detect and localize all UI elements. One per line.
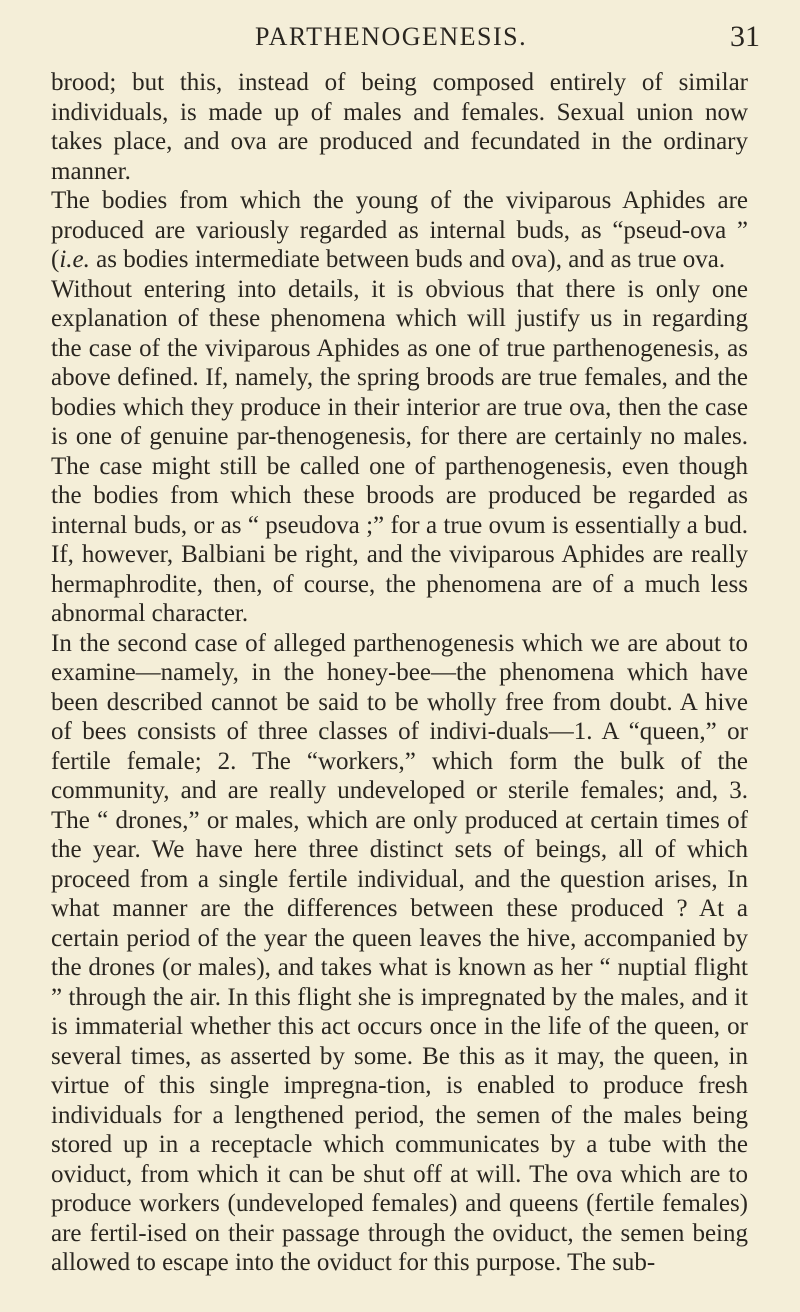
paragraph-pseudova (51, 186, 748, 275)
paragraph-pseudova-before: The bodies from which the young of the viviparous Aphides are produced are variously regarded as internal buds, as “pseud-ova ” ( (51, 187, 748, 273)
paragraph-honey-bee: In the second case of alleged parthenogenesis which we are about to examine—namely, in the honey-bee—the phenomena which have been described cannot be said to be wholly free from doubt. A hive of bees consists of three classes of indivi-duals—1. A “queen,” or fertile female; 2. The “workers,” which form the bulk of the community, and are really undeveloped or sterile females; and, 3. The “ drones,” or males, which are only produced at certain times of the year. We have here three distinct sets of beings, all of which proceed from a single fertile individual, and the question arises, In what manner are the differences between these produced ? At a certain period of the year the queen leaves the hive, accompanied by the drones (or males), and takes what is known as her “ nuptial flight ” through the air. In this flight she is impregnated by the males, and it is immaterial whether this act occurs once in the life of the queen, or several times, as asserted by some. Be this as it may, the queen, in virtue of this single impregna-tion, is enabled to produce fresh individuals for a lengthened period, the semen of the males being stored up in a receptacle which communicates by a tube with the oviduct, from which it can be shut off at will. The ova which are to produce workers (undeveloped females) and queens (fertile females) are fertil-ised on their passage through the oviduct, the semen being allowed to escape into the oviduct for this purpose. The sub- (51, 629, 748, 1276)
paragraph-pseudova-after: as bodies intermediate between buds and ova), and as true ova. (89, 246, 726, 273)
paragraph-explanation: Without entering into details, it is obvious that there is only one explanation of these phenomena which will justify us in regarding the case of the viviparous Aphides as one of true parthenogenesis, as above defined. If, namely, the spring broods are true females, and the bodies which they produce in their interior are true ova, then the case is one of genuine par-thenogenesis, for there are certainly no males. The case might still be called one of parthenogenesis, even though the bodies from which these broods are produced be regarded as internal buds, or as “ pseudova ;” for a true ovum is essentially a bud. If, however, Balbiani be right, and the viviparous Aphides are really hermaphrodite, then, of course, the phenomena are of a much less abnormal character. (51, 275, 748, 627)
paragraph-brood: brood; but this, instead of being composed entirely of similar individuals, is made up of males and females. Sexual union now takes place, and ova are produced and fecundated in the ordinary manner. (51, 69, 748, 185)
paragraph-pseudova-italic: i.e. (59, 246, 90, 273)
running-head-title: PARTHENOGENESIS. (255, 22, 528, 51)
running-head (0, 16, 800, 56)
body-text (51, 68, 748, 1278)
page-number: 31 (730, 20, 760, 53)
